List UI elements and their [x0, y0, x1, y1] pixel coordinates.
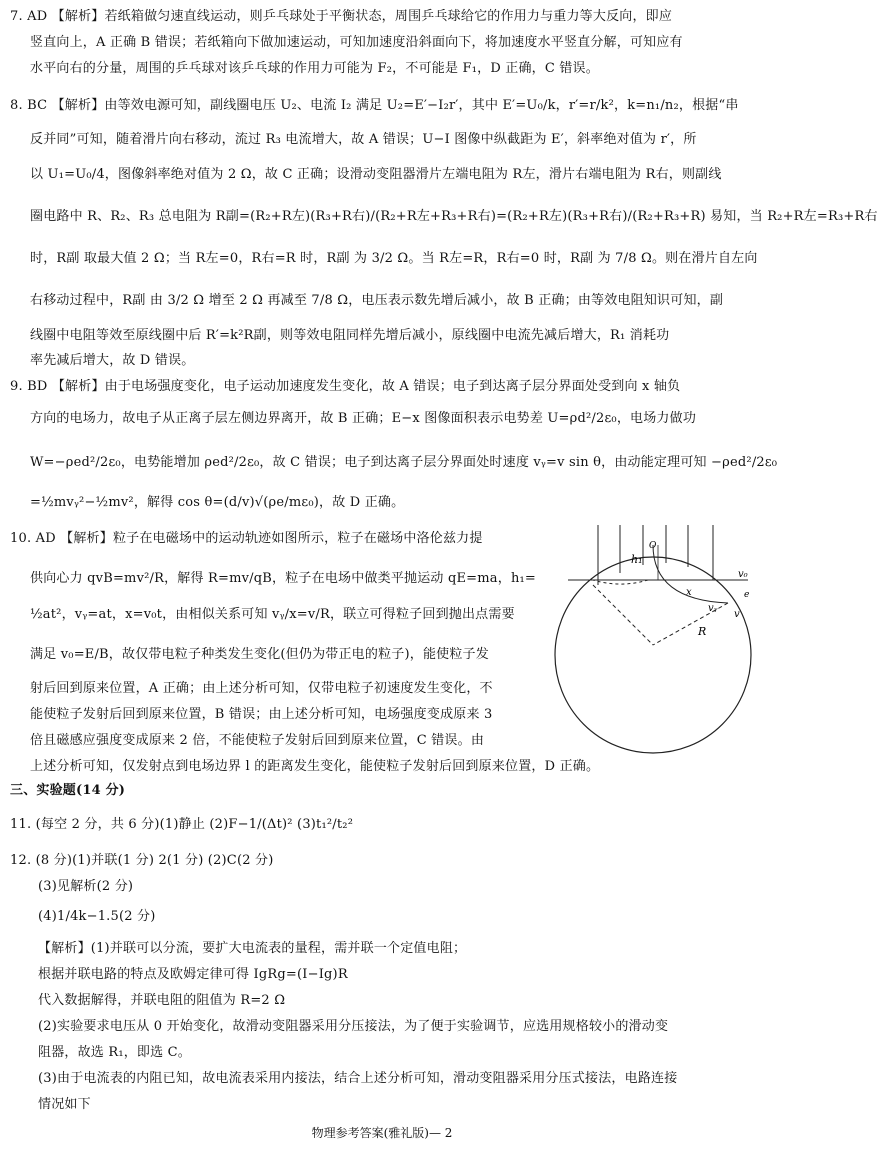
text-line: 以 U₁=U₀/4，图像斜率绝对值为 2 Ω，故 C 正确；设滑动变阻器滑片左端电阻为 R左，滑片右端电阻为 R右，则副线	[30, 167, 722, 182]
label-O: O	[649, 541, 657, 551]
text-line: 11. (每空 2 分，共 6 分)(1)静止 (2)F−1/(Δt)² (3)t₁²/t₂²	[10, 817, 354, 832]
text-line: 12. (8 分)(1)并联(1 分) 2(1 分) (2)C(2 分)	[10, 853, 274, 868]
text-line: 三、实验题(14 分)	[10, 783, 126, 798]
text-line: 10. AD 【解析】粒子在电磁场中的运动轨迹如图所示，粒子在磁场中洛伦兹力提	[10, 531, 483, 546]
magnetic-field-boundary	[555, 557, 751, 753]
text-line: 竖直向上，A 正确 B 错误；若纸箱向下做加速运动，可知加速度沿斜面向下，将加速度水平竖直分解，可知应有	[30, 35, 683, 50]
text-line: 倍且磁感应强度变成原来 2 倍，不能使粒子发射后回到原来位置，C 错误。由	[30, 733, 485, 748]
text-line: 代入数据解得，并联电阻的阻值为 R=2 Ω	[38, 993, 286, 1008]
text-line: 右移动过程中，R副 由 3/2 Ω 增至 2 Ω 再减至 7/8 Ω，电压表示数先增后减小，故 B 正确；由等效电阻知识可知，副	[30, 293, 724, 308]
label-R: R	[698, 625, 707, 638]
text-line: 【解析】(1)并联可以分流，要扩大电流表的量程，需并联一个定值电阻；	[38, 941, 467, 956]
text-line: =½mvᵧ²−½mv²，解得 cos θ=(d/v)√(ρe/mε₀)，故 D 正确。	[30, 495, 405, 510]
text-line: 水平向右的分量，周围的乒乓球对该乒乓球的作用力可能为 F₂，不可能是 F₁，D 正确，C 错误。	[30, 61, 599, 76]
text-line: 7. AD 【解析】若纸箱做匀速直线运动，则乒乓球处于平衡状态，周围乒乓球给它的作用力与重力等大反向，即应	[10, 9, 673, 24]
text-line: 能使粒子发射后回到原来位置，B 错误；由上述分析可知，电场强度变成原来 3	[30, 707, 493, 722]
label-v: v	[734, 609, 740, 620]
text-line: 率先减后增大，故 D 错误。	[30, 353, 195, 368]
text-line: 线圈中电阻等效至原线圈中后 R′=k²R副，则等效电阻同样先增后减小，原线圈中电流先减后增大，R₁ 消耗功	[30, 328, 670, 343]
text-line: ½at²，vᵧ=at，x=v₀t，由相似关系可知 vᵧ/x=v/R，联立可得粒子回到抛出点需要	[30, 607, 515, 622]
text-line: 阻器，故选 R₁，即选 C。	[38, 1045, 192, 1060]
text-line: (3)见解析(2 分)	[38, 879, 134, 894]
text-line: 满足 v₀=E/B，故仅带电粒子种类发生变化(但仍为带正电的粒子)，能使粒子发	[30, 647, 489, 662]
text-line: 供向心力 qvB=mv²/R，解得 R=mv/qB，粒子在电场中做类平抛运动 qE=ma，h₁=	[30, 571, 537, 586]
text-line: W=−ρed²/2ε₀，电势能增加 ρed²/2ε₀，故 C 错误；电子到达离子层分界面处时速度 vᵧ=v sin θ，由动能定理可知 −ρed²/2ε₀	[30, 455, 778, 470]
text-line: 上述分析可知，仅发射点到电场边界 l 的距离发生变化，能使粒子发射后回到原来位置，D 正确。	[30, 759, 600, 774]
radius-left	[593, 585, 653, 645]
text-line: 8. BC 【解析】由等效电源可知，副线圈电压 U₂、电流 I₂ 满足 U₂=E′−I₂r′，其中 E′=U₀/k，r′=r/k²，k=n₁/n₂，根据“串	[10, 98, 739, 113]
page-footer: 物理参考答案(雅礼版)— 2	[311, 1126, 453, 1140]
text-line: (4)1/4k−1.5(2 分)	[38, 909, 156, 924]
text-line: 反并同”可知，随着滑片向右移动，流过 R₃ 电流增大，故 A 错误；U−I 图像中纵截距为 E′，斜率绝对值为 r′，所	[30, 132, 697, 147]
text-line: 射后回到原来位置，A 正确；由上述分析可知，仅带电粒子初速度发生变化，不	[30, 681, 493, 696]
label-vy: vᵧ	[708, 603, 718, 614]
label-h1: h₁	[631, 553, 643, 566]
trajectory-arc	[593, 580, 648, 584]
text-line: 方向的电场力，故电子从正离子层左侧边界离开，故 B 正确；E−x 图像面积表示电势差 U=ρd²/2ε₀，电场力做功	[30, 411, 697, 426]
text-line: (2)实验要求电压从 0 开始变化，故滑动变阻器采用分压接法，为了便于实验调节，应选用规格较小的滑动变	[38, 1019, 669, 1034]
text-line: 9. BD 【解析】由于电场强度变化，电子运动加速度发生变化，故 A 错误；电子到达离子层分界面处受到向 x 轴负	[10, 379, 681, 394]
text-line: (3)由于电流表的内阻已知，故电流表采用内接法，结合上述分析可知，滑动变阻器采用分压式接法，电路连接	[38, 1071, 678, 1086]
particle-trajectory-diagram	[548, 525, 758, 755]
text-line: 根据并联电路的特点及欧姆定律可得 IgRg=(I−Ig)R	[38, 967, 348, 982]
text-line: 圈电路中 R、R₂、R₃ 总电阻为 R副=(R₂+R左)(R₃+R右)/(R₂+R左+R₃+R右)=(R₂+R左)(R₃+R右)/(R₂+R₃+R) 易知，当 R₂+R左=R₃+R右	[30, 209, 878, 224]
text-line: 时，R副 取最大值 2 Ω；当 R左=0，R右=R 时，R副 为 3/2 Ω。当 R左=R，R右=0 时，R副 为 7/8 Ω。则在滑片自左向	[30, 251, 758, 266]
label-x: x	[686, 587, 692, 598]
label-e: e	[744, 590, 750, 600]
text-line: 情况如下	[38, 1097, 91, 1112]
label-v0: v₀	[738, 569, 748, 580]
